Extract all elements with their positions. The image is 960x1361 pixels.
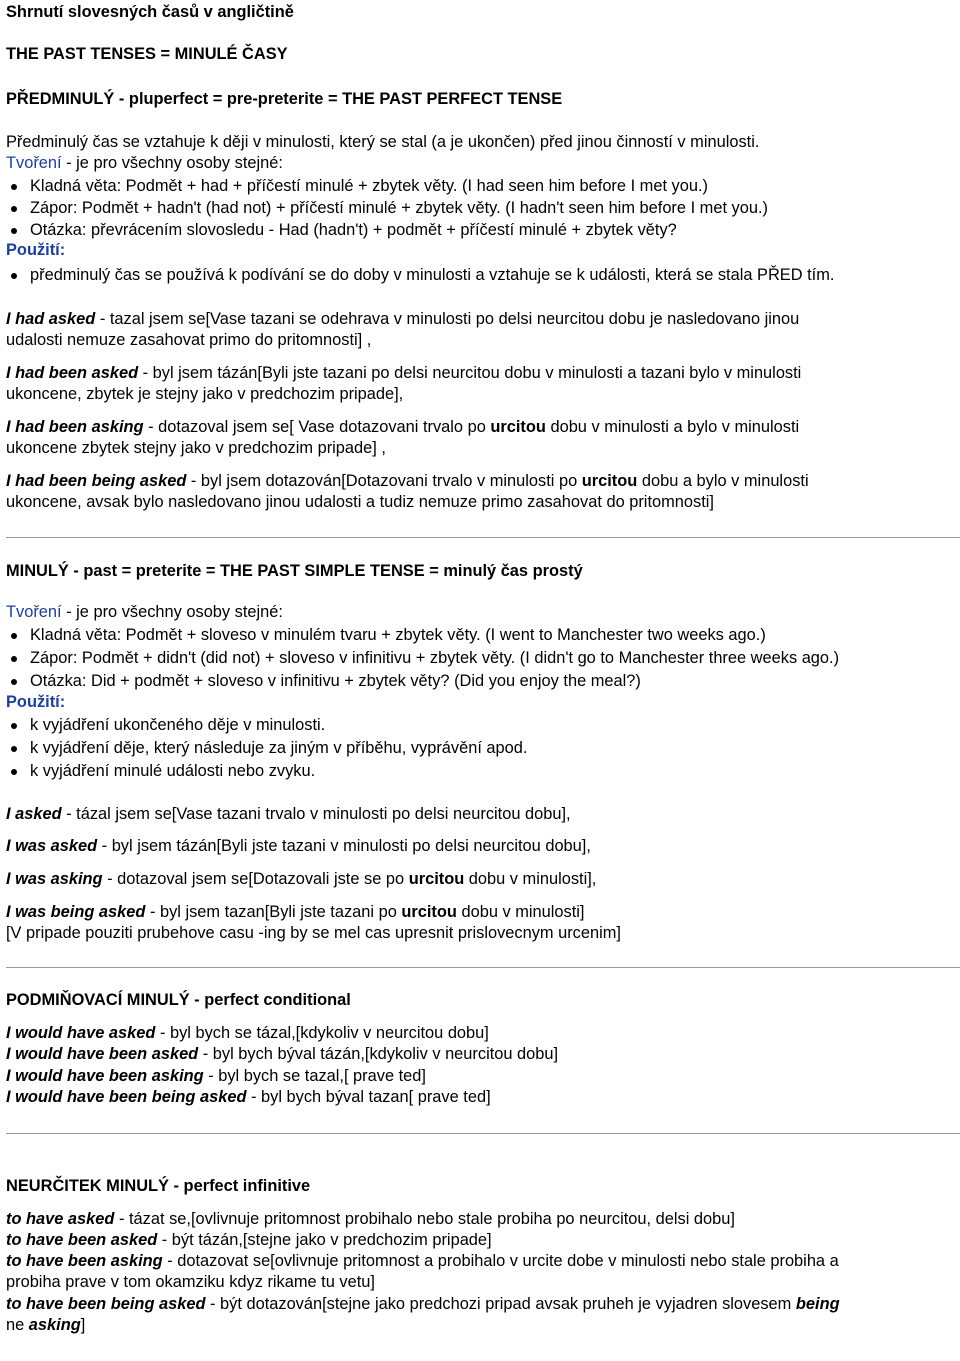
example-line: udalosti nemuze zasahovat primo do pritomnosti] , <box>6 331 372 349</box>
bullet-icon <box>11 184 17 190</box>
list-item: Kladná věta: Podmět + had + příčestí minulé + zbytek věty. (I had seen him before I met you.) <box>30 177 708 195</box>
list-item: k vyjádření ukončeného děje v minulosti. <box>30 716 326 734</box>
example-line: ukoncene, zbytek je stejny jako v predchozim pripade], <box>6 385 404 403</box>
divider <box>6 967 960 968</box>
usage-label: Použití: <box>6 241 66 259</box>
bullet-icon <box>11 769 17 775</box>
list-item: Otázka: převrácením slovosledu - Had (hadn't) + podmět + příčestí minulé + zbytek věty? <box>30 221 677 239</box>
pluperfect-heading: PŘEDMINULÝ - pluperfect = pre-preterite = THE PAST PERFECT TENSE <box>6 90 563 108</box>
list-item: k vyjádření minulé události nebo zvyku. <box>30 762 316 780</box>
bullet-icon <box>11 273 17 279</box>
example-line: I would have been asked - byl bych býval tázán,[kdykoliv v neurcitou dobu] <box>6 1045 559 1063</box>
divider <box>6 1133 960 1134</box>
perfect-conditional-heading: PODMIŇOVACÍ MINULÝ - perfect conditional <box>6 991 351 1009</box>
example-line: I was asking - dotazoval jsem se[Dotazovali jste se po urcitou dobu v minulosti], <box>6 870 597 888</box>
document-title: Shrnutí slovesných časů v angličtině <box>6 3 294 21</box>
example-line: to have been asking - dotazovat se[ovlivnuje pritomnost a probihalo v urcite dobe v minulosti nebo stale probiha a <box>6 1252 839 1270</box>
example-line: I had been asked - byl jsem tázán[Byli jste tazani po delsi neurcitou dobu v minulosti a tazani bylo v minulosti <box>6 364 802 382</box>
example-line: to have been being asked - být dotazován[stejne jako predchozi pripad avsak pruheh je vyjadren slovesem being <box>6 1295 840 1313</box>
list-item: Kladná věta: Podmět + sloveso v minulém tvaru + zbytek věty. (I went to Manchester two weeks ago.) <box>30 626 766 644</box>
divider <box>6 537 960 538</box>
note-line: [V pripade pouziti prubehove casu -ing by se mel cas upresnit prislovecnym urcenim] <box>6 924 621 942</box>
bullet-icon <box>11 723 17 729</box>
example-line: ne asking] <box>6 1316 86 1334</box>
example-line: to have asked - tázat se,[ovlivnuje pritomnost probihalo nebo stale probiha po neurcitou, delsi dobu] <box>6 1210 735 1228</box>
past-simple-formation: Tvoření - je pro všechny osoby stejné: <box>6 603 283 621</box>
list-item: Zápor: Podmět + hadn't (had not) + příčestí minulé + zbytek věty. (I hadn't seen him before I met you.) <box>30 199 768 217</box>
list-item: předminulý čas se používá k podívání se do doby v minulosti a vztahuje se k události, která se stala PŘED tím. <box>30 266 835 284</box>
formation-label: Tvoření <box>6 603 62 621</box>
example-line: I had been asking - dotazoval jsem se[ Vase dotazovani trvalo po urcitou dobu v minulosti a bylo v minulosti <box>6 418 800 436</box>
example-line: to have been asked - být tázán,[stejne jako v predchozim pripade] <box>6 1231 492 1249</box>
bullet-icon <box>11 228 17 234</box>
formation-label: Tvoření <box>6 154 62 172</box>
past-simple-heading: MINULÝ - past = preterite = THE PAST SIMPLE TENSE = minulý čas prostý <box>6 562 583 580</box>
bullet-icon <box>11 746 17 752</box>
bullet-icon <box>11 656 17 662</box>
example-line: ukoncene, avsak bylo nasledovano jinou udalosti a tudiz nemuze primo zasahovat do pritomnosti] <box>6 493 714 511</box>
example-line: I would have been asking - byl bych se tazal,[ prave ted] <box>6 1067 426 1085</box>
example-line: I had asked - tazal jsem se[Vase tazani se odehrava v minulosti po delsi neurcitou dobu je nasledovano jinou <box>6 310 800 328</box>
list-item: Zápor: Podmět + didn't (did not) + sloveso v infinitivu + zbytek věty. (I didn't go to Manchester three weeks ago.) <box>30 649 840 667</box>
bullet-icon <box>11 206 17 212</box>
example-line: I would have been being asked - byl bych býval tazan[ prave ted] <box>6 1088 491 1106</box>
usage-label: Použití: <box>6 693 66 711</box>
example-line: probiha prave v tom okamziku kdyz rikame tu vetu] <box>6 1273 375 1291</box>
example-line: I asked - tázal jsem se[Vase tazani trvalo v minulosti po delsi neurcitou dobu], <box>6 805 571 823</box>
example-line: I would have asked - byl bych se tázal,[kdykoliv v neurcitou dobu] <box>6 1024 489 1042</box>
bullet-icon <box>11 633 17 639</box>
past-tenses-heading: THE PAST TENSES = MINULÉ ČASY <box>6 45 288 63</box>
example-line: ukoncene zbytek stejny jako v predchozim pripade] , <box>6 439 386 457</box>
example-line: I had been being asked - byl jsem dotazován[Dotazovani trvalo v minulosti po urcitou dobu a bylo v minulosti <box>6 472 809 490</box>
list-item: Otázka: Did + podmět + sloveso v infinitivu + zbytek věty? (Did you enjoy the meal?) <box>30 672 641 690</box>
example-line: I was asked - byl jsem tázán[Byli jste tazani v minulosti po delsi neurcitou dobu], <box>6 837 591 855</box>
list-item: k vyjádření děje, který následuje za jiným v příběhu, vyprávění apod. <box>30 739 528 757</box>
example-line: I was being asked - byl jsem tazan[Byli jste tazani po urcitou dobu v minulosti] <box>6 903 585 921</box>
pluperfect-formation: Tvoření - je pro všechny osoby stejné: <box>6 154 283 172</box>
pluperfect-intro: Předminulý čas se vztahuje k ději v minulosti, který se stal (a je ukončen) před jinou činností v minulosti. <box>6 133 760 151</box>
bullet-icon <box>11 679 17 685</box>
perfect-infinitive-heading: NEURČITEK MINULÝ - perfect infinitive <box>6 1177 311 1195</box>
